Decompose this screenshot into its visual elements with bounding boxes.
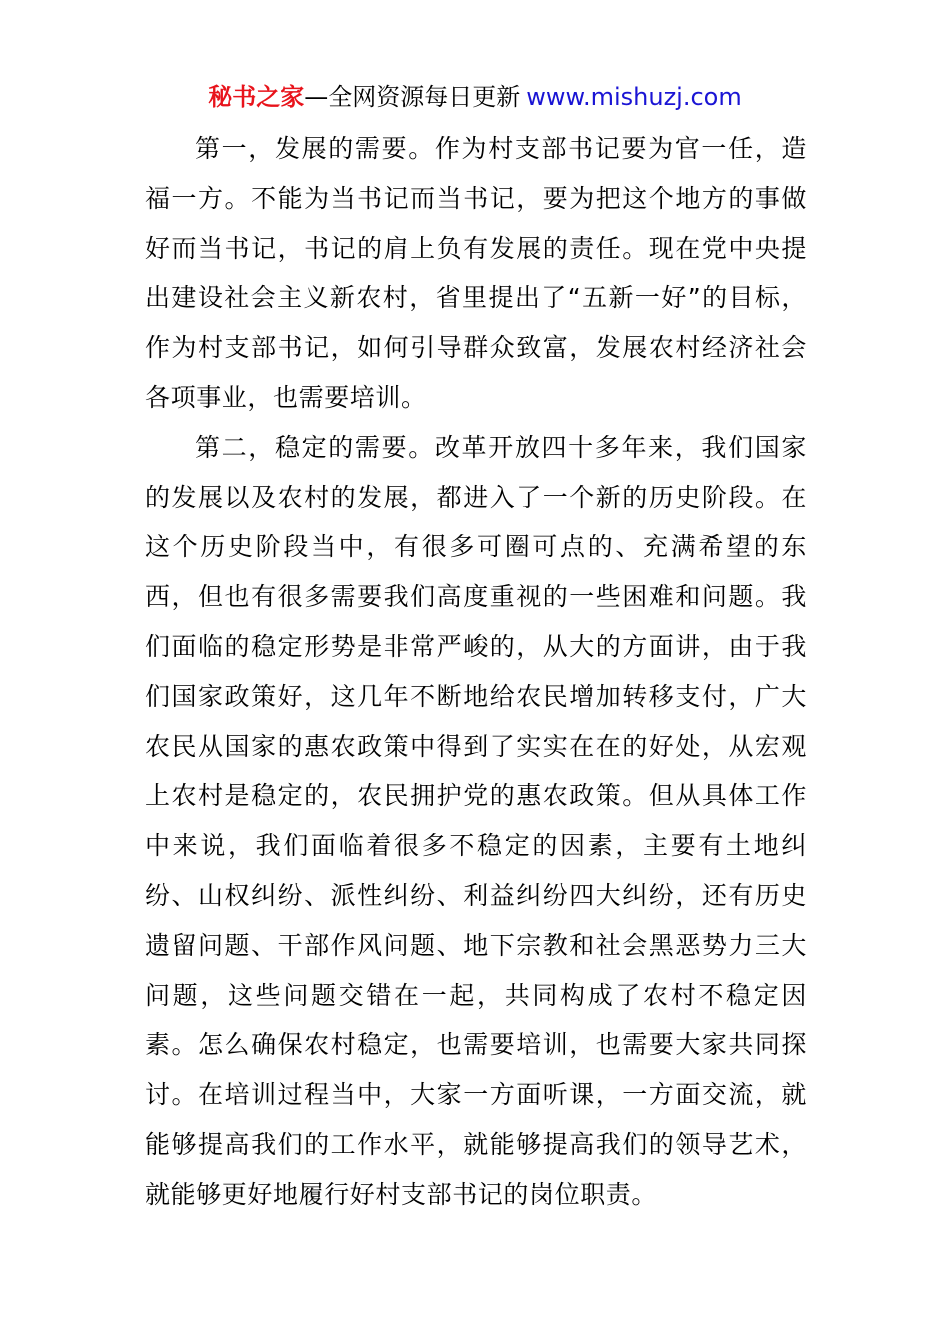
paragraph-stability-need: 第二，稳定的需要。改革开放四十多年来，我们国家的发展以及农村的发展，都进入了一个新的历史阶段。在这个历史阶段当中，有很多可圈可点的、充满希望的东西，但也有很多需要我们高度重视的一些困难和问题。我们面临的稳定形势是非常严峻的，从大的方面讲，由于我们国家政策好，这几年不断地给农民增加转移支付，广大农民从国家的惠农政策中得到了实实在在的好处，从宏观上农村是稳定的，农民拥护党的惠农政策。但从具体工作中来说，我们面临着很多不稳定的因素，主要有土地纠纷、山权纠纷、派性纠纷、利益纠纷四大纠纷，还有历史遗留问题、干部作风问题、地下宗教和社会黑恶势力三大问题，这些问题交错在一起，共同构成了农村不稳定因素。怎么确保农村稳定，也需要培训，也需要大家共同探讨。在培训过程当中，大家一方面听课，一方面交流，就能够提高我们的工作水平，就能够提高我们的领导艺术，就能够更好地履行好村支部书记的岗位职责。 — [145, 432, 807, 1209]
header-tagline: —全网资源每日更新 — [304, 83, 521, 111]
header-url-link[interactable]: www.mishuzj.com — [526, 83, 742, 111]
page-header — [0, 80, 950, 114]
header-brand: 秘书之家 — [208, 83, 305, 111]
document-body — [145, 124, 807, 1220]
paragraph-development-need: 第一，发展的需要。作为村支部书记要为官一任，造福一方。不能为当书记而当书记，要为把这个地方的事做好而当书记，书记的肩上负有发展的责任。现在党中央提出建设社会主义新农村，省里提出了“五新一好”的目标，作为村支部书记，如何引导群众致富，发展农村经济社会各项事业，也需要培训。 — [145, 134, 807, 412]
